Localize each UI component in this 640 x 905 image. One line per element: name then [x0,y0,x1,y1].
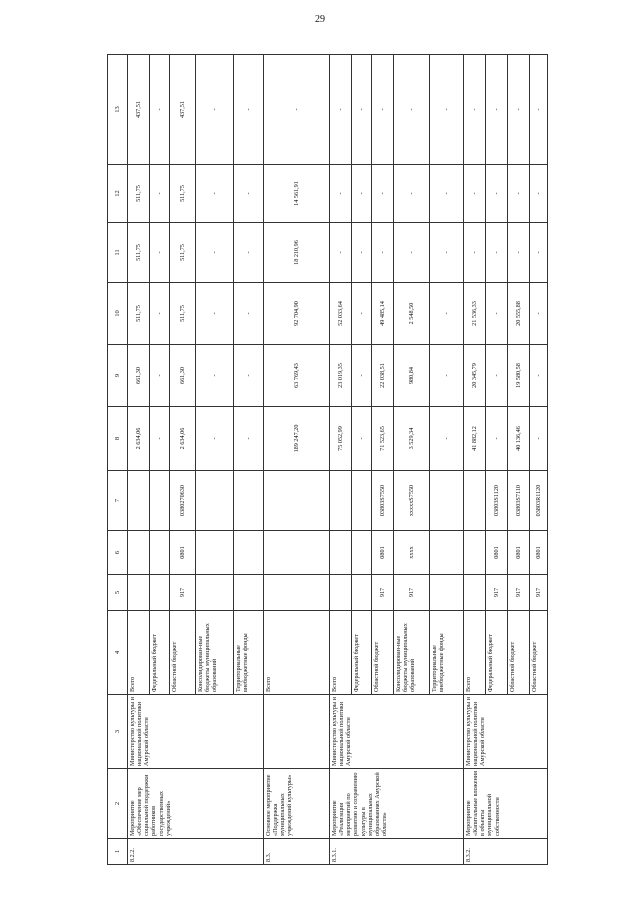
executor-cell: Министерство культуры и национальной политики Амурской области [330,695,464,769]
funding-source-cell: Консолидирован-ные бюджеты муниципальных образований [394,611,430,695]
value-cell-c7 [234,471,264,531]
budget-table [107,54,548,865]
activity-name-cell: Основное мероприятие «Поддержка муниципальных учреждений культуры» [264,769,330,839]
value-cell-c8: 189 247,20 [264,407,330,471]
activity-name-cell: Мероприятие «Реализация мероприятий по развитию и сохранению культуры в муниципальных образованиях Амурской области» [330,769,464,839]
value-cell-c13: - [196,55,234,165]
value-cell-c5: 917 [170,575,196,611]
value-cell-c7 [196,471,234,531]
value-cell-c11: - [150,223,170,283]
column-header: 12 [108,165,128,223]
value-cell-c9: 980,84 [394,345,430,407]
executor-cell: Министерство культуры и национальной политики Амурской области [464,695,548,769]
value-cell-c6: 0801 [372,531,394,575]
table-row [330,55,352,865]
value-cell-c10: 49 485,14 [372,283,394,345]
value-cell-c8: 40 136,46 [508,407,530,471]
value-cell-c9: 20 345,79 [464,345,486,407]
value-cell-c12: - [508,165,530,223]
value-cell-c8: 2 634,06 [170,407,196,471]
value-cell-c12: - [530,165,548,223]
value-cell-c10: 21 536,33 [464,283,486,345]
value-cell-c7: 03803R1120 [530,471,548,531]
funding-source-cell: Областной бюджет [530,611,548,695]
value-cell-c13: - [486,55,508,165]
value-cell-c10: 511,75 [128,283,150,345]
funding-source-cell: Консолидирован-ные бюджеты муниципальных образований [196,611,234,695]
value-cell-c8: - [234,407,264,471]
value-cell-c6 [330,531,352,575]
value-cell-c6: 0801 [170,531,196,575]
funding-source-cell: Территориальные внебюджетные фонды [430,611,464,695]
value-cell-c11: - [234,223,264,283]
value-cell-c10: - [430,283,464,345]
value-cell-c12: 511,75 [170,165,196,223]
executor-cell: Министерство культуры и национальной политики Амурской области [128,695,264,769]
value-cell-c6 [196,531,234,575]
column-header: 6 [108,531,128,575]
value-cell-c11: - [464,223,486,283]
value-cell-c5: 917 [394,575,430,611]
value-cell-c5 [330,575,352,611]
value-cell-c7 [128,471,150,531]
value-cell-c9: 19 580,58 [508,345,530,407]
funding-source-cell: Всего [128,611,150,695]
value-cell-c10: 511,75 [170,283,196,345]
value-cell-c7: 03803S1120 [486,471,508,531]
value-cell-c9: - [150,345,170,407]
value-cell-c9: - [486,345,508,407]
activity-name-cell: Мероприятие «Обеспечение мер социальной поддержки работников государственных учреждений» [128,769,264,839]
value-cell-c13: 437,51 [170,55,196,165]
value-cell-c6: xxxx [394,531,430,575]
value-cell-c9: - [234,345,264,407]
value-cell-c6: 0801 [530,531,548,575]
value-cell-c6 [352,531,372,575]
value-cell-c6 [264,531,330,575]
column-header: 4 [108,611,128,695]
rotated-table-frame [107,55,542,865]
value-cell-c9: - [196,345,234,407]
value-cell-c13: - [430,55,464,165]
value-cell-c12: - [330,165,352,223]
funding-source-cell: Всего [264,611,330,695]
value-cell-c9: - [430,345,464,407]
funding-source-cell: Областной бюджет [170,611,196,695]
funding-source-cell: Территориальные внебюджетные фонды [234,611,264,695]
funding-source-cell: Областной бюджет [372,611,394,695]
value-cell-c13: - [330,55,352,165]
value-cell-c8: - [150,407,170,471]
column-header: 7 [108,471,128,531]
value-cell-c9: 661,30 [128,345,150,407]
value-cell-c11: - [430,223,464,283]
value-cell-c7 [352,471,372,531]
value-cell-c7 [430,471,464,531]
value-cell-c9: - [530,345,548,407]
value-cell-c6 [430,531,464,575]
funding-source-cell: Всего [330,611,352,695]
value-cell-c12: - [486,165,508,223]
value-cell-c11: - [394,223,430,283]
value-cell-c13: 437,51 [128,55,150,165]
value-cell-c11: - [352,223,372,283]
value-cell-c12: - [430,165,464,223]
value-cell-c13: - [352,55,372,165]
row-code-cell: 8.3. [264,839,330,865]
column-header: 13 [108,55,128,165]
column-header: 1 [108,839,128,865]
value-cell-c11: 511,75 [170,223,196,283]
value-cell-c12: - [150,165,170,223]
value-cell-c10: - [234,283,264,345]
value-cell-c5 [150,575,170,611]
value-cell-c6 [234,531,264,575]
value-cell-c10: - [352,283,372,345]
value-cell-c13: - [150,55,170,165]
value-cell-c7: 03803S7550 [372,471,394,531]
value-cell-c13: - [372,55,394,165]
value-cell-c8: 75 052,99 [330,407,352,471]
value-cell-c5: 917 [486,575,508,611]
table-body [128,55,548,865]
column-number-row [108,55,128,865]
value-cell-c11: - [508,223,530,283]
table-row [128,55,150,865]
value-cell-c11: 18 210,96 [264,223,330,283]
value-cell-c10: 2 548,50 [394,283,430,345]
value-cell-c9: 23 019,35 [330,345,352,407]
value-cell-c13: - [234,55,264,165]
table-row [464,55,486,865]
value-cell-c12: - [352,165,372,223]
value-cell-c8: - [486,407,508,471]
table-row [264,55,330,865]
value-cell-c8: - [196,407,234,471]
value-cell-c5 [352,575,372,611]
row-code-cell: 8.2.2. [128,839,264,865]
value-cell-c12: - [196,165,234,223]
value-cell-c7: 03803S7110 [508,471,530,531]
page-number: 29 [315,14,325,25]
value-cell-c8: 3 529,34 [394,407,430,471]
column-header: 5 [108,575,128,611]
row-code-cell: 8.3.1. [330,839,464,865]
value-cell-c10: 92 704,90 [264,283,330,345]
value-cell-c9: - [352,345,372,407]
value-cell-c8: - [352,407,372,471]
column-header: 11 [108,223,128,283]
column-header: 2 [108,769,128,839]
value-cell-c9: 63 769,43 [264,345,330,407]
value-cell-c5 [430,575,464,611]
funding-source-cell: Федеральный бюджет [150,611,170,695]
value-cell-c11: 511,75 [128,223,150,283]
value-cell-c8: 71 523,65 [372,407,394,471]
value-cell-c12: - [234,165,264,223]
value-cell-c12: - [394,165,430,223]
value-cell-c10: 52 033,64 [330,283,352,345]
rotated-table-container [107,55,542,865]
value-cell-c13: - [264,55,330,165]
value-cell-c5 [464,575,486,611]
value-cell-c10: 20 555,88 [508,283,530,345]
value-cell-c5 [234,575,264,611]
value-cell-c10: - [486,283,508,345]
value-cell-c8: - [530,407,548,471]
funding-source-cell: Федеральный бюджет [352,611,372,695]
value-cell-c6 [464,531,486,575]
value-cell-c9: 22 038,51 [372,345,394,407]
value-cell-c7: xxxxxS7550 [394,471,430,531]
value-cell-c6: 0801 [486,531,508,575]
value-cell-c6 [128,531,150,575]
column-header: 3 [108,695,128,769]
value-cell-c6 [150,531,170,575]
row-code-cell: 8.3.2. [464,839,548,865]
column-header: 9 [108,345,128,407]
column-header: 8 [108,407,128,471]
activity-name-cell: Мероприятие «Капитальные вложения в объекты муниципальной собственности [464,769,548,839]
value-cell-c10: - [530,283,548,345]
value-cell-c8: 41 882,12 [464,407,486,471]
value-cell-c13: - [394,55,430,165]
value-cell-c10: - [150,283,170,345]
value-cell-c8: 2 634,06 [128,407,150,471]
value-cell-c5: 917 [372,575,394,611]
value-cell-c7 [264,471,330,531]
value-cell-c7: 0380270630 [170,471,196,531]
value-cell-c7 [150,471,170,531]
value-cell-c13: - [530,55,548,165]
value-cell-c6: 0801 [508,531,530,575]
value-cell-c5: 917 [508,575,530,611]
value-cell-c11: - [530,223,548,283]
value-cell-c11: - [486,223,508,283]
value-cell-c5 [196,575,234,611]
value-cell-c12: - [372,165,394,223]
value-cell-c9: 661,30 [170,345,196,407]
value-cell-c13: - [508,55,530,165]
value-cell-c10: - [196,283,234,345]
executor-cell [264,695,330,769]
value-cell-c5: 917 [530,575,548,611]
value-cell-c11: - [372,223,394,283]
value-cell-c12: 14 561,91 [264,165,330,223]
value-cell-c5 [264,575,330,611]
value-cell-c11: - [330,223,352,283]
value-cell-c12: 511,75 [128,165,150,223]
value-cell-c7 [464,471,486,531]
value-cell-c7 [330,471,352,531]
value-cell-c8: - [430,407,464,471]
value-cell-c11: - [196,223,234,283]
funding-source-cell: Всего [464,611,486,695]
funding-source-cell: Областной бюджет [508,611,530,695]
value-cell-c13: - [464,55,486,165]
value-cell-c5 [128,575,150,611]
column-header: 10 [108,283,128,345]
funding-source-cell: Федеральный бюджет [486,611,508,695]
value-cell-c12: - [464,165,486,223]
